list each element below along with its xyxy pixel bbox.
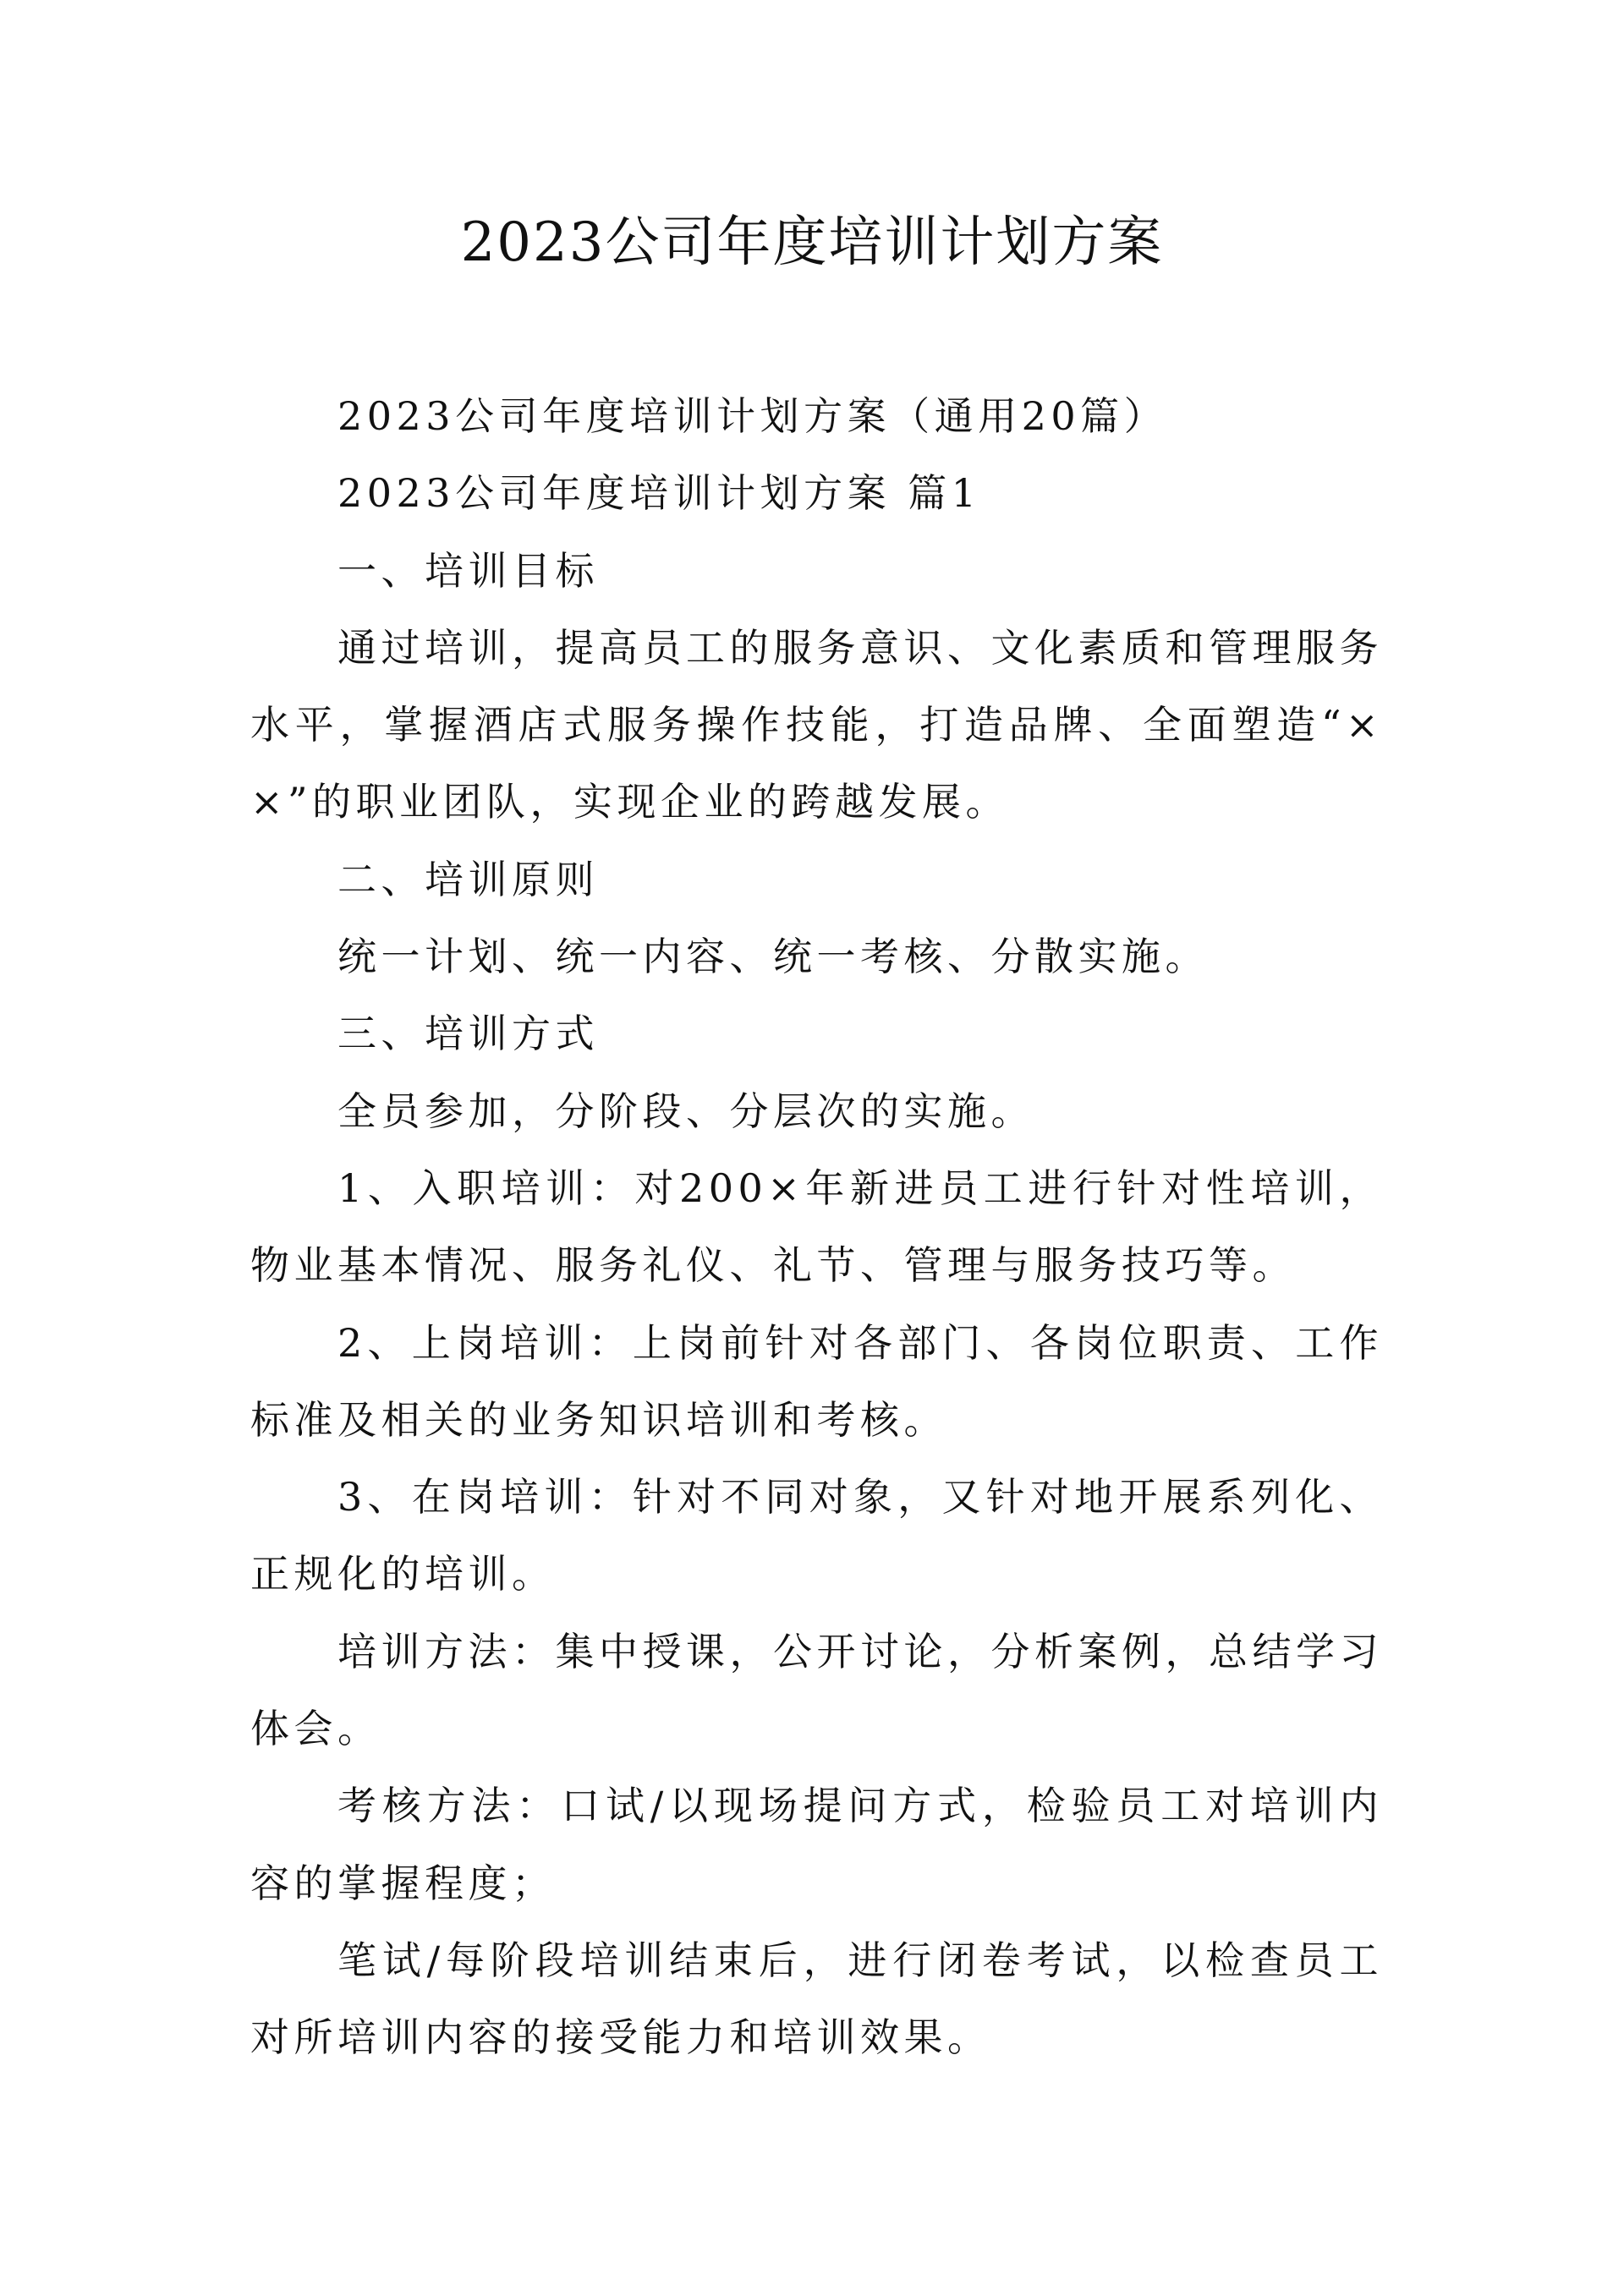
- section-heading-principles: 二、培训原则: [337, 856, 599, 902]
- subtitle-paragraph: 2023公司年度培训计划方案（通用20篇）: [337, 393, 1168, 439]
- section-heading-methods: 三、培训方式: [337, 1011, 599, 1057]
- paragraph-goals: 通过培训，提高员工的服务意识、文化素质和管理服务水平，掌握酒店式服务操作技能，打造品牌、全面塑造“××”的职业团队，实现企业的跨越发展。: [250, 624, 1383, 825]
- section-heading-goals: 一、培训目标: [337, 547, 599, 594]
- paragraph-written-exam: 笔试/每阶段培训结束后，进行闭卷考试，以检查员工对所培训内容的接受能力和培训效果。: [250, 1937, 1383, 2061]
- paragraph-methods: 全员参加，分阶段、分层次的实施。: [337, 1088, 1034, 1134]
- paragraph-pre-job-training: 2、上岗培训：上岗前针对各部门、各岗位职责、工作标准及相关的业务知识培训和考核。: [250, 1319, 1383, 1443]
- paragraph-assessment-method: 考核方法：口试/以现场提问方式，检验员工对培训内容的掌握程度；: [250, 1783, 1383, 1906]
- paragraph-principles: 统一计划、统一内容、统一考核、分散实施。: [337, 934, 1209, 980]
- document-title: 2023公司年度培训计划方案: [460, 211, 1164, 274]
- chapter-heading: 2023公司年度培训计划方案 篇1: [337, 470, 981, 517]
- paragraph-onboarding-training: 1、入职培训：对200×年新进员工进行针对性培训，物业基本情况、服务礼仪、礼节、管理与服务技巧等。: [250, 1164, 1383, 1289]
- paragraph-on-job-training: 3、在岗培训：针对不同对象，又针对地开展系列化、正规化的培训。: [250, 1474, 1383, 1597]
- document-body: [250, 378, 1383, 2077]
- paragraph-training-method: 培训方法：集中授课，公开讨论，分析案例，总结学习体会。: [250, 1628, 1383, 1752]
